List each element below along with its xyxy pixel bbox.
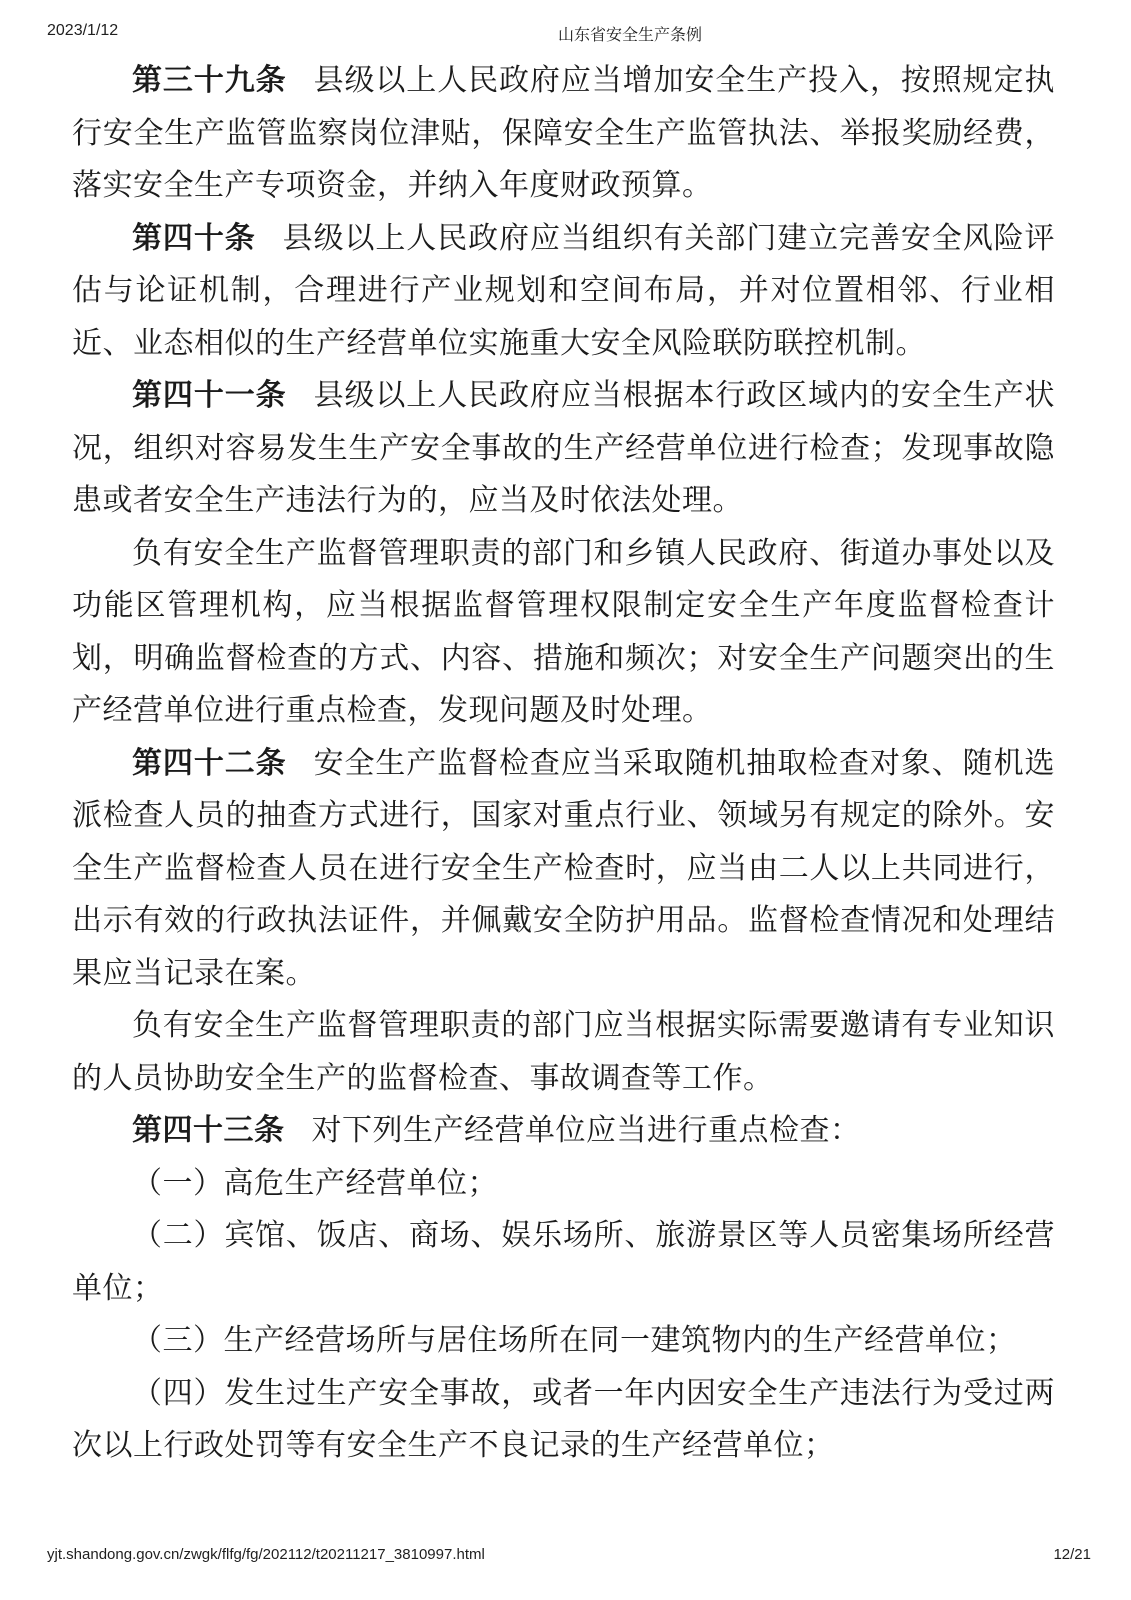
article-text: （一）高危生产经营单位；	[132, 1166, 498, 1200]
article-paragraph	[72, 528, 1055, 738]
article-paragraph	[72, 1158, 1055, 1211]
article-text: （三）生产经营场所与居住场所在同一建筑物内的生产经营单位；	[132, 1324, 1017, 1357]
article-text: 县级以上人民政府应当组织有关部门建立完善安全风险评估与论证机制，合理进行产业规划和空间布局，并对位置相邻、行业相近、业态相似的生产经营单位实施重大安全风险联防联控机制。	[72, 221, 1056, 360]
article-paragraph	[72, 55, 1055, 213]
article-number: 第四十二条	[132, 746, 287, 780]
article-paragraph	[72, 1105, 1055, 1158]
article-text: （二）宾馆、饭店、商场、娱乐场所、旅游景区等人员密集场所经营单位；	[72, 1219, 1055, 1305]
article-text: 对下列生产经营单位应当进行重点检查：	[311, 1114, 861, 1147]
article-text: 负有安全生产监督管理职责的部门应当根据实际需要邀请有专业知识的人员协助安全生产的监督检查、事故调查等工作。	[72, 1009, 1055, 1095]
article-number: 第四十三条	[132, 1114, 285, 1147]
page-title: 山东省安全生产条例	[558, 27, 703, 44]
article-text: 安全生产监督检查应当采取随机抽取检查对象、随机选派检查人员的抽查方式进行，国家对重点行业、领域另有规定的除外。安全生产监督检查人员在进行安全生产检查时，应当由二人以上共同进行，出示有效的行政执法证件，并佩戴安全防护用品。监督检查情况和处理结果应当记录在案。	[72, 746, 1056, 990]
article-text: 县级以上人民政府应当根据本行政区域内的安全生产状况，组织对容易发生生产安全事故的生产经营单位进行检查；发现事故隐患或者安全生产违法行为的，应当及时依法处理。	[72, 379, 1056, 517]
article-number: 第三十九条	[132, 64, 287, 97]
footer-url: yjt.shandong.gov.cn/zwgk/flfg/fg/202112/t20211217_3810997.html	[47, 1546, 485, 1563]
article-paragraph	[72, 1210, 1055, 1315]
article-text: 负有安全生产监督管理职责的部门和乡镇人民政府、街道办事处以及功能区管理机构，应当根据监督管理权限制定安全生产年度监督检查计划，明确监督检查的方式、内容、措施和频次；对安全生产问题突出的生产经营单位进行重点检查，发现问题及时处理。	[72, 536, 1055, 727]
article-paragraph	[72, 370, 1055, 528]
article-number: 第四十一条	[132, 379, 287, 412]
article-paragraph	[72, 1315, 1055, 1368]
article-paragraph	[72, 1368, 1055, 1473]
article-paragraph	[72, 1000, 1055, 1105]
article-paragraph	[72, 738, 1055, 1001]
page-number: 12/21	[1053, 1546, 1091, 1563]
document-body	[72, 55, 1055, 1473]
article-number: 第四十条	[132, 221, 256, 255]
article-paragraph	[72, 213, 1055, 371]
article-text: （四）发生过生产安全事故，或者一年内因安全生产违法行为受过两次以上行政处罚等有安全生产不良记录的生产经营单位；	[72, 1376, 1055, 1462]
header-date: 2023/1/12	[47, 22, 119, 39]
article-text: 县级以上人民政府应当增加安全生产投入，按照规定执行安全生产监管监察岗位津贴，保障安全生产监管执法、举报奖励经费，落实安全生产专项资金，并纳入年度财政预算。	[72, 64, 1056, 202]
